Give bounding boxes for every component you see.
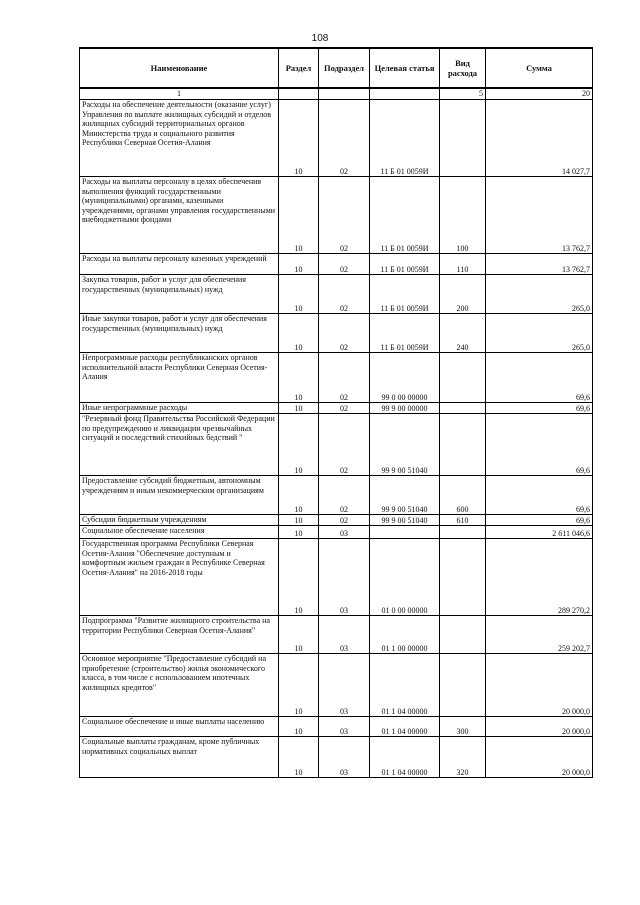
row-name: Подпрограмма "Развитие жилищного строительства на территории Республики Северная Осетия-Алания" xyxy=(80,616,279,654)
row-name: Социальные выплаты гражданам, кроме публичных нормативных социальных выплат xyxy=(80,737,279,778)
row-sum: 69,6 xyxy=(486,353,593,403)
row-razdel: 10 xyxy=(279,476,319,515)
table-header xyxy=(80,48,593,100)
row-podrazdel: 02 xyxy=(319,403,370,414)
budget-table xyxy=(79,47,593,778)
row-target: 99 9 00 00000 xyxy=(370,403,440,414)
row-target: 01 1 04 00000 xyxy=(370,717,440,737)
row-name: Непрограммные расходы республиканских органов исполнительной власти Республики Северная Осетия-Алания xyxy=(80,353,279,403)
row-podrazdel: 03 xyxy=(319,654,370,717)
row-target: 99 9 00 51040 xyxy=(370,476,440,515)
row-vid: 110 xyxy=(440,254,486,275)
header-name: Наименование xyxy=(80,48,279,88)
row-podrazdel: 02 xyxy=(319,476,370,515)
row-sum: 13 762,7 xyxy=(486,254,593,275)
row-podrazdel: 03 xyxy=(319,526,370,539)
row-sum: 14 027,7 xyxy=(486,100,593,177)
row-name: Расходы на выплаты персоналу казенных учреждений xyxy=(80,254,279,275)
table-row xyxy=(80,515,593,526)
row-name: Расходы на обеспечение деятельности (оказание услуг) Управления по выплате жилищных субсидий и отделов жилищных субсидий территориальных органов Министерства труда и социального развития Республики Северная Осетия-Алания xyxy=(80,100,279,177)
table-row xyxy=(80,737,593,778)
row-sum: 20 000,0 xyxy=(486,717,593,737)
col-number-razdel xyxy=(279,88,319,100)
col-number-podrazdel xyxy=(319,88,370,100)
header-vid: Вид расхода xyxy=(440,48,486,88)
row-name: Социальное обеспечение населения xyxy=(80,526,279,539)
row-name: Субсидии бюджетным учреждениям xyxy=(80,515,279,526)
row-sum: 20 000,0 xyxy=(486,654,593,717)
row-sum: 69,6 xyxy=(486,403,593,414)
row-sum: 69,6 xyxy=(486,476,593,515)
row-sum: 69,6 xyxy=(486,515,593,526)
row-name: "Резервный фонд Правительства Российской Федерации по предупреждению и ликвидации чрезвычайных ситуаций и последствий стихийных бедствий " xyxy=(80,414,279,476)
row-sum: 289 270,2 xyxy=(486,539,593,616)
row-vid: 240 xyxy=(440,314,486,353)
row-name: Иные непрограммные расходы xyxy=(80,403,279,414)
row-name: Иные закупки товаров, работ и услуг для обеспечения государственных (муниципальных) нужд xyxy=(80,314,279,353)
row-razdel: 10 xyxy=(279,254,319,275)
row-name: Закупка товаров, работ и услуг для обеспечения государственных (муниципальных) нужд xyxy=(80,275,279,314)
row-name: Предоставление субсидий бюджетным, автономным учреждениям и иным некоммерческим организациям xyxy=(80,476,279,515)
row-target: 01 1 04 00000 xyxy=(370,654,440,717)
row-sum: 2 611 046,6 xyxy=(486,526,593,539)
header-target: Целевая статья xyxy=(370,48,440,88)
row-vid xyxy=(440,414,486,476)
row-name: Государственная программа Республики Северная Осетия-Алания "Обеспечение доступным и комфортным жильем граждан в Республике Северная Осетия-Алания" на 2016-2018 годы xyxy=(80,539,279,616)
row-podrazdel: 03 xyxy=(319,539,370,616)
row-target: 11 Б 01 0059И xyxy=(370,100,440,177)
table-row xyxy=(80,254,593,275)
table-row xyxy=(80,717,593,737)
row-sum: 259 202,7 xyxy=(486,616,593,654)
table-row xyxy=(80,476,593,515)
row-target: 99 9 00 51040 xyxy=(370,414,440,476)
table-row xyxy=(80,654,593,717)
row-vid: 200 xyxy=(440,275,486,314)
row-vid xyxy=(440,526,486,539)
row-sum: 20 000,0 xyxy=(486,737,593,778)
row-target: 01 0 00 00000 xyxy=(370,539,440,616)
row-podrazdel: 03 xyxy=(319,717,370,737)
row-target: 11 Б 01 0059И xyxy=(370,314,440,353)
row-razdel: 10 xyxy=(279,314,319,353)
row-razdel: 10 xyxy=(279,737,319,778)
column-number-row xyxy=(80,88,593,100)
row-target: 99 9 00 51040 xyxy=(370,515,440,526)
row-vid: 600 xyxy=(440,476,486,515)
row-razdel: 10 xyxy=(279,616,319,654)
row-podrazdel: 02 xyxy=(319,414,370,476)
row-sum: 69,6 xyxy=(486,414,593,476)
header-podrazdel: Подраздел xyxy=(319,48,370,88)
row-name: Социальное обеспечение и иные выплаты населению xyxy=(80,717,279,737)
row-razdel: 10 xyxy=(279,353,319,403)
row-podrazdel: 02 xyxy=(319,100,370,177)
row-razdel: 10 xyxy=(279,414,319,476)
header-row xyxy=(80,48,593,88)
row-razdel: 10 xyxy=(279,100,319,177)
col-number-target xyxy=(370,88,440,100)
row-podrazdel: 02 xyxy=(319,275,370,314)
row-vid: 300 xyxy=(440,717,486,737)
header-sum: Сумма xyxy=(486,48,593,88)
table-row xyxy=(80,177,593,254)
row-podrazdel: 03 xyxy=(319,616,370,654)
table-row xyxy=(80,314,593,353)
row-target: 99 0 00 00000 xyxy=(370,353,440,403)
table-row xyxy=(80,100,593,177)
row-razdel: 10 xyxy=(279,515,319,526)
row-vid: 610 xyxy=(440,515,486,526)
table-row xyxy=(80,539,593,616)
row-razdel: 10 xyxy=(279,177,319,254)
table-row xyxy=(80,353,593,403)
row-podrazdel: 02 xyxy=(319,515,370,526)
table-body xyxy=(80,100,593,778)
row-razdel: 10 xyxy=(279,717,319,737)
table-row xyxy=(80,275,593,314)
row-target: 11 Б 01 0059И xyxy=(370,275,440,314)
row-target: 11 Б 01 0059И xyxy=(370,254,440,275)
row-razdel: 10 xyxy=(279,403,319,414)
table-row xyxy=(80,526,593,539)
row-vid xyxy=(440,539,486,616)
page-number: 108 xyxy=(311,33,329,44)
row-target: 11 Б 01 0059И xyxy=(370,177,440,254)
row-razdel: 10 xyxy=(279,526,319,539)
row-vid: 320 xyxy=(440,737,486,778)
row-razdel: 10 xyxy=(279,275,319,314)
row-podrazdel: 02 xyxy=(319,177,370,254)
row-podrazdel: 03 xyxy=(319,737,370,778)
row-razdel: 10 xyxy=(279,539,319,616)
table-row xyxy=(80,414,593,476)
row-name: Основное мероприятие "Предоставление субсидий на приобретение (строительство) жилья экономического класса, в том числе с использованием ипотечных жилищных кредитов" xyxy=(80,654,279,717)
row-sum: 265,0 xyxy=(486,314,593,353)
row-podrazdel: 02 xyxy=(319,314,370,353)
row-vid xyxy=(440,616,486,654)
row-razdel: 10 xyxy=(279,654,319,717)
row-podrazdel: 02 xyxy=(319,353,370,403)
table-row xyxy=(80,403,593,414)
row-sum: 13 762,7 xyxy=(486,177,593,254)
row-vid: 100 xyxy=(440,177,486,254)
row-vid xyxy=(440,403,486,414)
row-podrazdel: 02 xyxy=(319,254,370,275)
row-target: 01 1 00 00000 xyxy=(370,616,440,654)
row-vid xyxy=(440,353,486,403)
col-number-name: 1 xyxy=(80,88,279,100)
row-target: 01 1 04 00000 xyxy=(370,737,440,778)
row-name: Расходы на выплаты персоналу в целях обеспечения выполнения функций государственными (муниципальными) органами, казенными учреждениями, органами управления государственными внебюджетными фондами xyxy=(80,177,279,254)
col-number-vid: 5 xyxy=(440,88,486,100)
row-sum: 265,0 xyxy=(486,275,593,314)
row-vid xyxy=(440,100,486,177)
row-vid xyxy=(440,654,486,717)
col-number-sum: 20 xyxy=(486,88,593,100)
table-row xyxy=(80,616,593,654)
header-razdel: Раздел xyxy=(279,48,319,88)
row-target xyxy=(370,526,440,539)
